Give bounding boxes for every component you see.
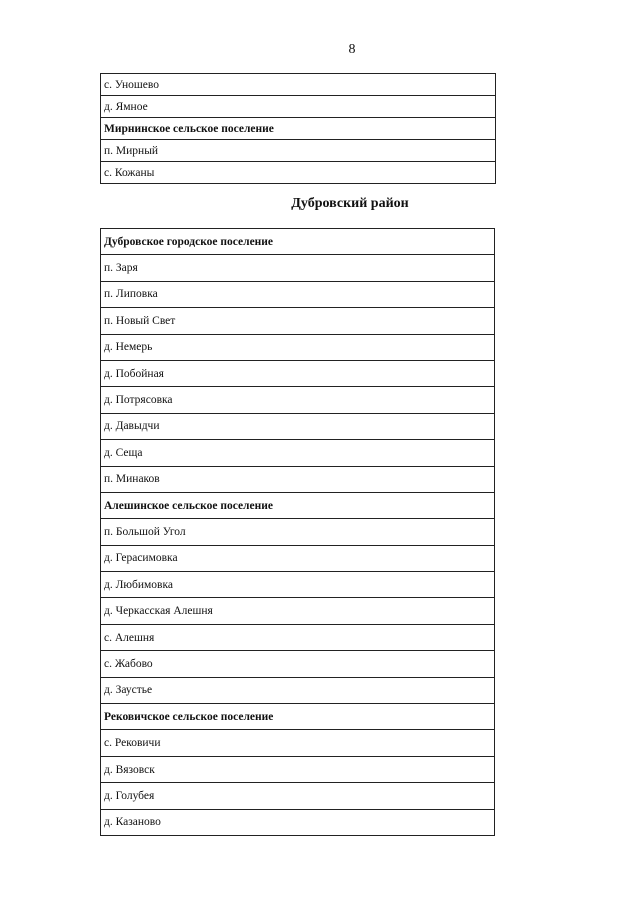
- locality-name: д. Давыдчи: [101, 413, 495, 439]
- locality-name: д. Потрясовка: [101, 387, 495, 413]
- locality-name: д. Голубея: [101, 783, 495, 809]
- locality-name: д. Немерь: [101, 334, 495, 360]
- table-row: [101, 308, 495, 334]
- table-row: [101, 140, 496, 162]
- locality-name: п. Минаков: [101, 466, 495, 492]
- table-body: [101, 229, 495, 836]
- locality-name: д. Сеща: [101, 440, 495, 466]
- table-row: [101, 466, 495, 492]
- locality-name: п. Заря: [101, 255, 495, 281]
- locality-name: д. Заустье: [101, 677, 495, 703]
- section-header-row: [101, 492, 495, 518]
- locality-name: д. Черкасская Алешня: [101, 598, 495, 624]
- locality-name: п. Липовка: [101, 281, 495, 307]
- locality-name: с. Уношево: [101, 74, 496, 96]
- locality-name: д. Побойная: [101, 360, 495, 386]
- table-row: [101, 281, 495, 307]
- table-row: [101, 96, 496, 118]
- locality-name: п. Большой Угол: [101, 519, 495, 545]
- table-row: [101, 756, 495, 782]
- table-row: [101, 162, 496, 184]
- district-title: Дубровский район: [291, 196, 409, 211]
- table-row: [101, 440, 495, 466]
- locality-name: с. Рековичи: [101, 730, 495, 756]
- table-row: [101, 519, 495, 545]
- section-header-row: [101, 118, 496, 140]
- table-row: [101, 387, 495, 413]
- table-row: [101, 783, 495, 809]
- table-row: [101, 360, 495, 386]
- locality-name: с. Кожаны: [101, 162, 496, 184]
- table-row: [101, 413, 495, 439]
- table-row: [101, 255, 495, 281]
- table-row: [101, 677, 495, 703]
- locality-name: п. Мирный: [101, 140, 496, 162]
- locality-name: п. Новый Свет: [101, 308, 495, 334]
- table-body: [101, 74, 496, 184]
- settlement-group-name: Алешинское сельское поселение: [101, 492, 495, 518]
- locality-name: д. Ямное: [101, 96, 496, 118]
- table-row: [101, 545, 495, 571]
- table-row: [101, 809, 495, 835]
- table-row: [101, 730, 495, 756]
- settlement-group-name: Дубровское городское поселение: [101, 229, 495, 255]
- page-number: 8: [348, 42, 356, 57]
- table-row: [101, 334, 495, 360]
- locality-name: д. Любимовка: [101, 572, 495, 598]
- district-settlements-table: [100, 228, 495, 836]
- settlements-table-continued: [100, 73, 496, 184]
- table-row: [101, 624, 495, 650]
- locality-name: д. Вязовск: [101, 756, 495, 782]
- locality-name: с. Жабово: [101, 651, 495, 677]
- settlement-group-name: Мирнинское сельское поселение: [101, 118, 496, 140]
- settlement-group-name: Рековичское сельское поселение: [101, 704, 495, 730]
- locality-name: с. Алешня: [101, 624, 495, 650]
- locality-name: д. Казаново: [101, 809, 495, 835]
- table-row: [101, 598, 495, 624]
- section-header-row: [101, 229, 495, 255]
- table-row: [101, 74, 496, 96]
- locality-name: д. Герасимовка: [101, 545, 495, 571]
- section-header-row: [101, 704, 495, 730]
- table-row: [101, 651, 495, 677]
- table-row: [101, 572, 495, 598]
